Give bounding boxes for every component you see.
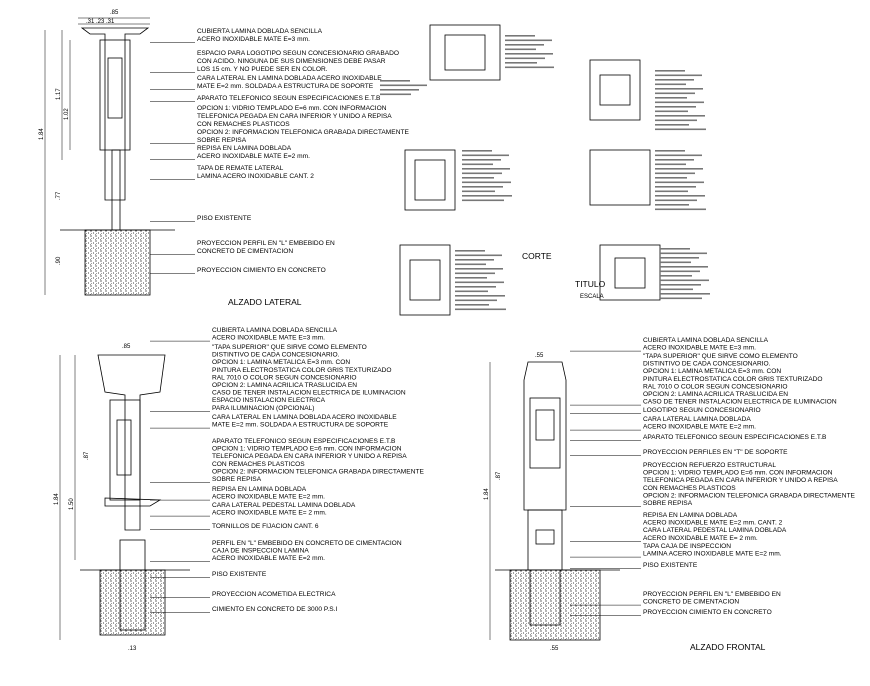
detail-note-line bbox=[462, 164, 493, 166]
annotation-line: OPCION 1: VIDRIO TEMPLADO E=6 mm. CON INFORMACION bbox=[643, 469, 833, 477]
dim-frontal-lower: .87 bbox=[496, 471, 502, 480]
annotation-line: PROYECCION CIMIENTO EN CONCRETO bbox=[197, 267, 326, 274]
detail-note-line bbox=[655, 75, 702, 77]
detail-note-line bbox=[655, 155, 702, 157]
dim-foundation: .90 bbox=[56, 256, 62, 265]
dim-corte-upper: 1.50 bbox=[69, 498, 75, 510]
annotation-line: ACERO INOXIDABLE MATE E=3 mm. bbox=[643, 344, 756, 352]
annotation-line: CASO DE TENER INSTALACION ELECTRICA DE ILUMINACION bbox=[643, 398, 837, 406]
detail-note-line bbox=[660, 248, 690, 250]
detail-note-line bbox=[655, 129, 706, 131]
annotation-line: OPCION 2: INFORMACION TELEFONICA GRABADA DIRECTAMENTE bbox=[643, 492, 855, 500]
dim-upper-inner: 1.02 bbox=[64, 108, 70, 120]
dim-upper: 1.17 bbox=[56, 88, 62, 100]
detail-note-line bbox=[655, 177, 687, 179]
annotation-line: TAPA DE REMATE LATERAL bbox=[197, 165, 284, 172]
detail-note-line bbox=[462, 159, 501, 161]
detail-note-line bbox=[462, 177, 494, 179]
detail-note-line bbox=[455, 304, 489, 306]
detail-note-line bbox=[655, 106, 696, 108]
titulo-label: TITULO bbox=[575, 279, 606, 289]
detail-note-line bbox=[655, 124, 689, 126]
corte-drawing bbox=[54, 344, 190, 652]
annotation-line: RAL 7010 O COLOR SEGUN CONCESIONARIO bbox=[643, 383, 788, 391]
detail-note-line bbox=[380, 89, 419, 91]
annotation-line: ACERO INOXIDABLE MATE E=2 mm. bbox=[643, 423, 756, 431]
annotation-line: PROYECCION PERFILES EN "T" DE SOPORTE bbox=[643, 449, 788, 456]
annotation-line: RAL 7010 O COLOR SEGUN CONCESIONARIO bbox=[212, 374, 357, 382]
detail-note-line bbox=[462, 191, 495, 193]
annotation-line: TAPA CAJA DE INSPECCION bbox=[643, 543, 732, 550]
annotation-line: "TAPA SUPERIOR" QUE SIRVE COMO ELEMENTO bbox=[212, 344, 367, 351]
annotation-line: ACERO INOXIDABLE MATE E=2 mm. bbox=[212, 555, 325, 563]
detail-drawings bbox=[380, 25, 710, 315]
escala-label: ESCALA bbox=[580, 294, 604, 300]
dim-lower: .77 bbox=[56, 191, 62, 200]
detail-note-line bbox=[455, 273, 495, 275]
detail-note-line bbox=[655, 209, 706, 211]
annotation-line: MATE E=2 mm. SOLDADA A ESTRUCTURA DE SOPORTE bbox=[212, 421, 389, 429]
annotation-line: LOS 15 cm. Y NO PUEDE SER EN COLOR. bbox=[197, 66, 328, 73]
detail-note-line bbox=[660, 271, 700, 273]
annotation-line: OPCION 2: LAMINA ACRILICA TRASLUCIDA EN bbox=[212, 382, 357, 389]
annotation-line: APARATO TELEFONICO SEGUN ESPECIFICACIONES E.T.B bbox=[197, 95, 381, 102]
annotation-line: CUBIERTA LAMINA DOBLADA SENCILLA bbox=[197, 28, 323, 35]
detail-note-line bbox=[655, 93, 695, 95]
detail-note-line bbox=[462, 150, 492, 152]
annotation-line: CUBIERTA LAMINA DOBLADA SENCILLA bbox=[212, 327, 338, 334]
annotation-line: DISTINTIVO DE CADA CONCESIONARIO. bbox=[212, 351, 340, 359]
detail-note-line bbox=[462, 173, 502, 175]
annotation-line: ACERO INOXIDABLE MATE E= 2 mm. bbox=[643, 534, 758, 542]
annotation-line: SOBRE REPISA bbox=[643, 500, 693, 507]
detail-note-line bbox=[380, 94, 411, 96]
annotation-line: MATE E=2 mm. SOLDADA A ESTRUCTURA DE SOPORTE bbox=[197, 83, 374, 90]
detail-note-line bbox=[462, 186, 503, 188]
annotation-line: ACERO INOXIDABLE MATE E=2 mm. bbox=[212, 493, 325, 501]
detail-note-line bbox=[505, 62, 537, 64]
dim-frontal-base: .55 bbox=[550, 646, 559, 652]
detail-note-line bbox=[455, 282, 504, 284]
detail-note-line bbox=[380, 80, 410, 82]
dim-total-height: 1.84 bbox=[39, 128, 45, 140]
dim-corte-top-width: .85 bbox=[122, 344, 131, 350]
annotation-line: REPISA EN LAMINA DOBLADA bbox=[197, 145, 292, 152]
annotation-line: ESPACIO PARA LOGOTIPO SEGUN CONCESIONARIO GRABADO bbox=[197, 50, 400, 57]
detail-note-line bbox=[505, 49, 536, 51]
detail-note-line bbox=[655, 150, 685, 152]
detail-note-line bbox=[655, 115, 705, 117]
dim-frontal-top: .55 bbox=[535, 353, 544, 359]
annotation-line: CON REMACHES PLASTICOS bbox=[197, 121, 290, 128]
detail-note-line bbox=[660, 275, 692, 277]
annotation-line: CARA LATERAL EN LAMINA DOBLADA ACERO INOXIDABLE bbox=[197, 75, 382, 82]
detail-note-line bbox=[655, 102, 704, 104]
detail-note-line bbox=[660, 284, 701, 286]
annotation-line: PROYECCION REFUERZO ESTRUCTURAL bbox=[643, 462, 776, 469]
detail-note-line bbox=[655, 88, 703, 90]
detail-note-line bbox=[655, 204, 689, 206]
detail-note-line bbox=[462, 155, 509, 157]
detail-note-line bbox=[455, 255, 502, 257]
detail-note-line bbox=[505, 40, 552, 42]
detail-note-line bbox=[655, 111, 688, 113]
detail-note-line bbox=[655, 191, 688, 193]
detail-note-line bbox=[660, 293, 710, 295]
detail-note-line bbox=[455, 277, 487, 279]
annotation-line: TELEFONICA PEGADA EN CARA INFERIOR Y UNIDO A REPISA bbox=[643, 477, 838, 485]
detail-note-line bbox=[655, 79, 694, 81]
annotation-line: PINTURA ELECTROSTATICA COLOR GRIS TEXTURIZADO bbox=[212, 366, 392, 374]
annotation-line: OPCION 1: LAMINA METALICA E=3 mm. CON bbox=[212, 359, 351, 367]
annotation-line: PINTURA ELECTROSTATICA COLOR GRIS TEXTURIZADO bbox=[643, 375, 823, 383]
annotation-line: APARATO TELEFONICO SEGUN ESPECIFICACIONES E.T.B bbox=[643, 434, 827, 441]
annotation-line: PERFIL EN "L" EMBEBIDO EN CONCRETO DE CIMENTACION bbox=[212, 540, 402, 547]
annotation-line: REPISA EN LAMINA DOBLADA bbox=[643, 512, 738, 519]
annotation-line: PROYECCION PERFIL EN "L" EMBEBIDO EN bbox=[197, 240, 335, 247]
annotation-line: CAJA DE INSPECCION LAMINA bbox=[212, 547, 309, 555]
detail-note-line bbox=[660, 257, 699, 259]
annotation-line: LOGOTIPO SEGUN CONCESIONARIO bbox=[643, 407, 761, 414]
detail-note-line bbox=[655, 70, 685, 72]
detail-note-line bbox=[655, 84, 686, 86]
detail-note-line bbox=[455, 295, 505, 297]
detail-note-line bbox=[455, 309, 506, 311]
detail-note-line bbox=[462, 195, 512, 197]
detail-note-line bbox=[660, 298, 702, 300]
detail-note-line bbox=[455, 291, 488, 293]
detail-note-line bbox=[505, 58, 545, 60]
detail-note-line bbox=[660, 262, 691, 264]
detail-note-line bbox=[660, 280, 709, 282]
detail-note-line bbox=[655, 195, 705, 197]
corte-label: CORTE bbox=[522, 251, 552, 261]
annotation-labels bbox=[150, 28, 855, 616]
annotation-line: TORNILLOS DE FIJACION CANT. 6 bbox=[212, 523, 319, 530]
dim-top-width: .85 bbox=[110, 10, 119, 16]
detail-note-line bbox=[462, 182, 511, 184]
annotation-line: SOBRE REPISA bbox=[197, 137, 247, 144]
annotation-line: ACERO INOXIDABLE MATE E=3 mm. bbox=[197, 36, 310, 43]
annotation-line: CASO DE TENER INSTALACION ELECTRICA DE ILUMINACION bbox=[212, 389, 406, 397]
detail-note-line bbox=[380, 85, 427, 87]
annotation-line: CON REMACHES PLASTICOS bbox=[643, 484, 736, 492]
detail-note-line bbox=[660, 253, 707, 255]
annotation-line: CARA LATERAL PEDESTAL LAMINA DOBLADA bbox=[643, 527, 787, 535]
annotation-line: CON ACIDO. NINGUNA DE SUS DIMENSIONES DEBE PASAR bbox=[197, 58, 386, 65]
annotation-line: CARA LATERAL EN LAMINA DOBLADA ACERO INOXIDABLE bbox=[212, 414, 397, 421]
detail-note-line bbox=[655, 182, 704, 184]
annotation-line: PARA ILUMINACION (OPCIONAL) bbox=[212, 404, 315, 412]
detail-note-line bbox=[455, 286, 496, 288]
alzado-lateral-title: ALZADO LATERAL bbox=[228, 297, 302, 307]
annotation-line: SOBRE REPISA bbox=[212, 476, 262, 483]
annotation-line: TELEFONICA PEGADA EN CARA INFERIOR Y UNIDO A REPISA bbox=[212, 453, 407, 461]
annotation-line: CONCRETO DE CIMENTACION bbox=[197, 248, 294, 255]
annotation-line: DISTINTIVO DE CADA CONCESIONARIO. bbox=[643, 360, 771, 368]
detail-note-line bbox=[455, 250, 485, 252]
detail-note-line bbox=[660, 266, 708, 268]
annotation-line: ACERO INOXIDABLE MATE E=2 mm. CANT. 2 bbox=[643, 519, 783, 527]
annotation-line: PROYECCION ACOMETIDA ELECTRICA bbox=[212, 591, 336, 598]
dim-corte-base: .13 bbox=[128, 646, 137, 652]
detail-note-line bbox=[655, 200, 697, 202]
detail-note-line bbox=[462, 168, 510, 170]
annotation-line: OPCION 2: INFORMACION TELEFONICA GRABADA DIRECTAMENTE bbox=[197, 129, 409, 136]
annotation-line: LAMINA ACERO INOXIDABLE CANT. 2 bbox=[197, 173, 314, 180]
detail-note-line bbox=[655, 168, 703, 170]
detail-note-line bbox=[655, 159, 694, 161]
detail-note-line bbox=[505, 44, 544, 46]
annotation-line: OPCION 1: LAMINA METALICA E=3 mm. CON bbox=[643, 368, 782, 376]
annotation-line: OPCION 2: LAMINA ACRILICA TRASLUCIDA EN bbox=[643, 391, 788, 398]
annotation-line: ACERO INOXIDABLE MATE E=3 mm. bbox=[212, 334, 325, 342]
annotation-line: PISO EXISTENTE bbox=[197, 215, 252, 222]
annotation-line: "TAPA SUPERIOR" QUE SIRVE COMO ELEMENTO bbox=[643, 353, 798, 360]
annotation-line: PISO EXISTENTE bbox=[212, 571, 267, 578]
annotation-line: PISO EXISTENTE bbox=[643, 562, 698, 569]
annotation-line: APARATO TELEFONICO SEGUN ESPECIFICACIONES E.T.B bbox=[212, 438, 396, 445]
dim-frontal-total: 1.84 bbox=[484, 488, 490, 500]
annotation-line: PROYECCION CIMIENTO EN CONCRETO bbox=[643, 609, 772, 616]
annotation-line: LAMINA ACERO INOXIDABLE MATE E=2 mm. bbox=[643, 550, 782, 558]
annotation-line: ACERO INOXIDABLE MATE E= 2 mm. bbox=[212, 509, 327, 517]
detail-note-line bbox=[655, 186, 696, 188]
annotation-line: ESPACIO INSTALACION ELECTRICA bbox=[212, 397, 325, 405]
alzado-frontal-title: ALZADO FRONTAL bbox=[690, 642, 766, 652]
annotation-line: OPCION 2: INFORMACION TELEFONICA GRABADA DIRECTAMENTE bbox=[212, 468, 424, 476]
detail-note-line bbox=[655, 97, 687, 99]
detail-note-line bbox=[655, 120, 697, 122]
annotation-line: CIMIENTO EN CONCRETO DE 3000 P.S.I bbox=[212, 606, 338, 613]
detail-note-line bbox=[655, 173, 695, 175]
detail-note-line bbox=[655, 164, 686, 166]
annotation-line: REPISA EN LAMINA DOBLADA bbox=[212, 486, 307, 493]
detail-note-line bbox=[455, 300, 497, 302]
detail-note-line bbox=[455, 264, 486, 266]
annotation-line: OPCION 1: VIDRIO TEMPLADO E=6 mm. CON INFORMACION bbox=[212, 445, 402, 453]
detail-note-line bbox=[660, 289, 693, 291]
annotation-line: CARA LATERAL LAMINA DOBLADA bbox=[643, 416, 751, 423]
annotation-line: ACERO INOXIDABLE MATE E=2 mm. bbox=[197, 153, 310, 160]
annotation-line: CONCRETO DE CIMENTACION bbox=[643, 598, 740, 606]
detail-note-line bbox=[505, 53, 553, 55]
detail-note-line bbox=[455, 259, 494, 261]
detail-note-line bbox=[455, 268, 503, 270]
annotation-line: PROYECCION PERFIL EN "L" EMBEBIDO EN bbox=[643, 591, 781, 598]
annotation-line: TELEFONICA PEGADA EN CARA INFERIOR Y UNIDO A REPISA bbox=[197, 113, 392, 120]
detail-note-line bbox=[462, 200, 504, 202]
dim-corte-total: 1.84 bbox=[54, 493, 60, 505]
dim-corte-lower: .87 bbox=[84, 451, 90, 460]
detail-note-line bbox=[505, 35, 535, 37]
annotation-line: CON REMACHES PLASTICOS bbox=[212, 460, 305, 468]
annotation-line: CUBIERTA LAMINA DOBLADA SENCILLA bbox=[643, 337, 769, 344]
annotation-line: OPCION 1: VIDRIO TEMPLADO E=6 mm. CON INFORMACION bbox=[197, 105, 387, 112]
dim-top-parts: .31 .23 .31 bbox=[86, 19, 115, 25]
annotation-line: CARA LATERAL PEDESTAL LAMINA DOBLADA bbox=[212, 502, 356, 509]
detail-note-line bbox=[505, 67, 554, 69]
